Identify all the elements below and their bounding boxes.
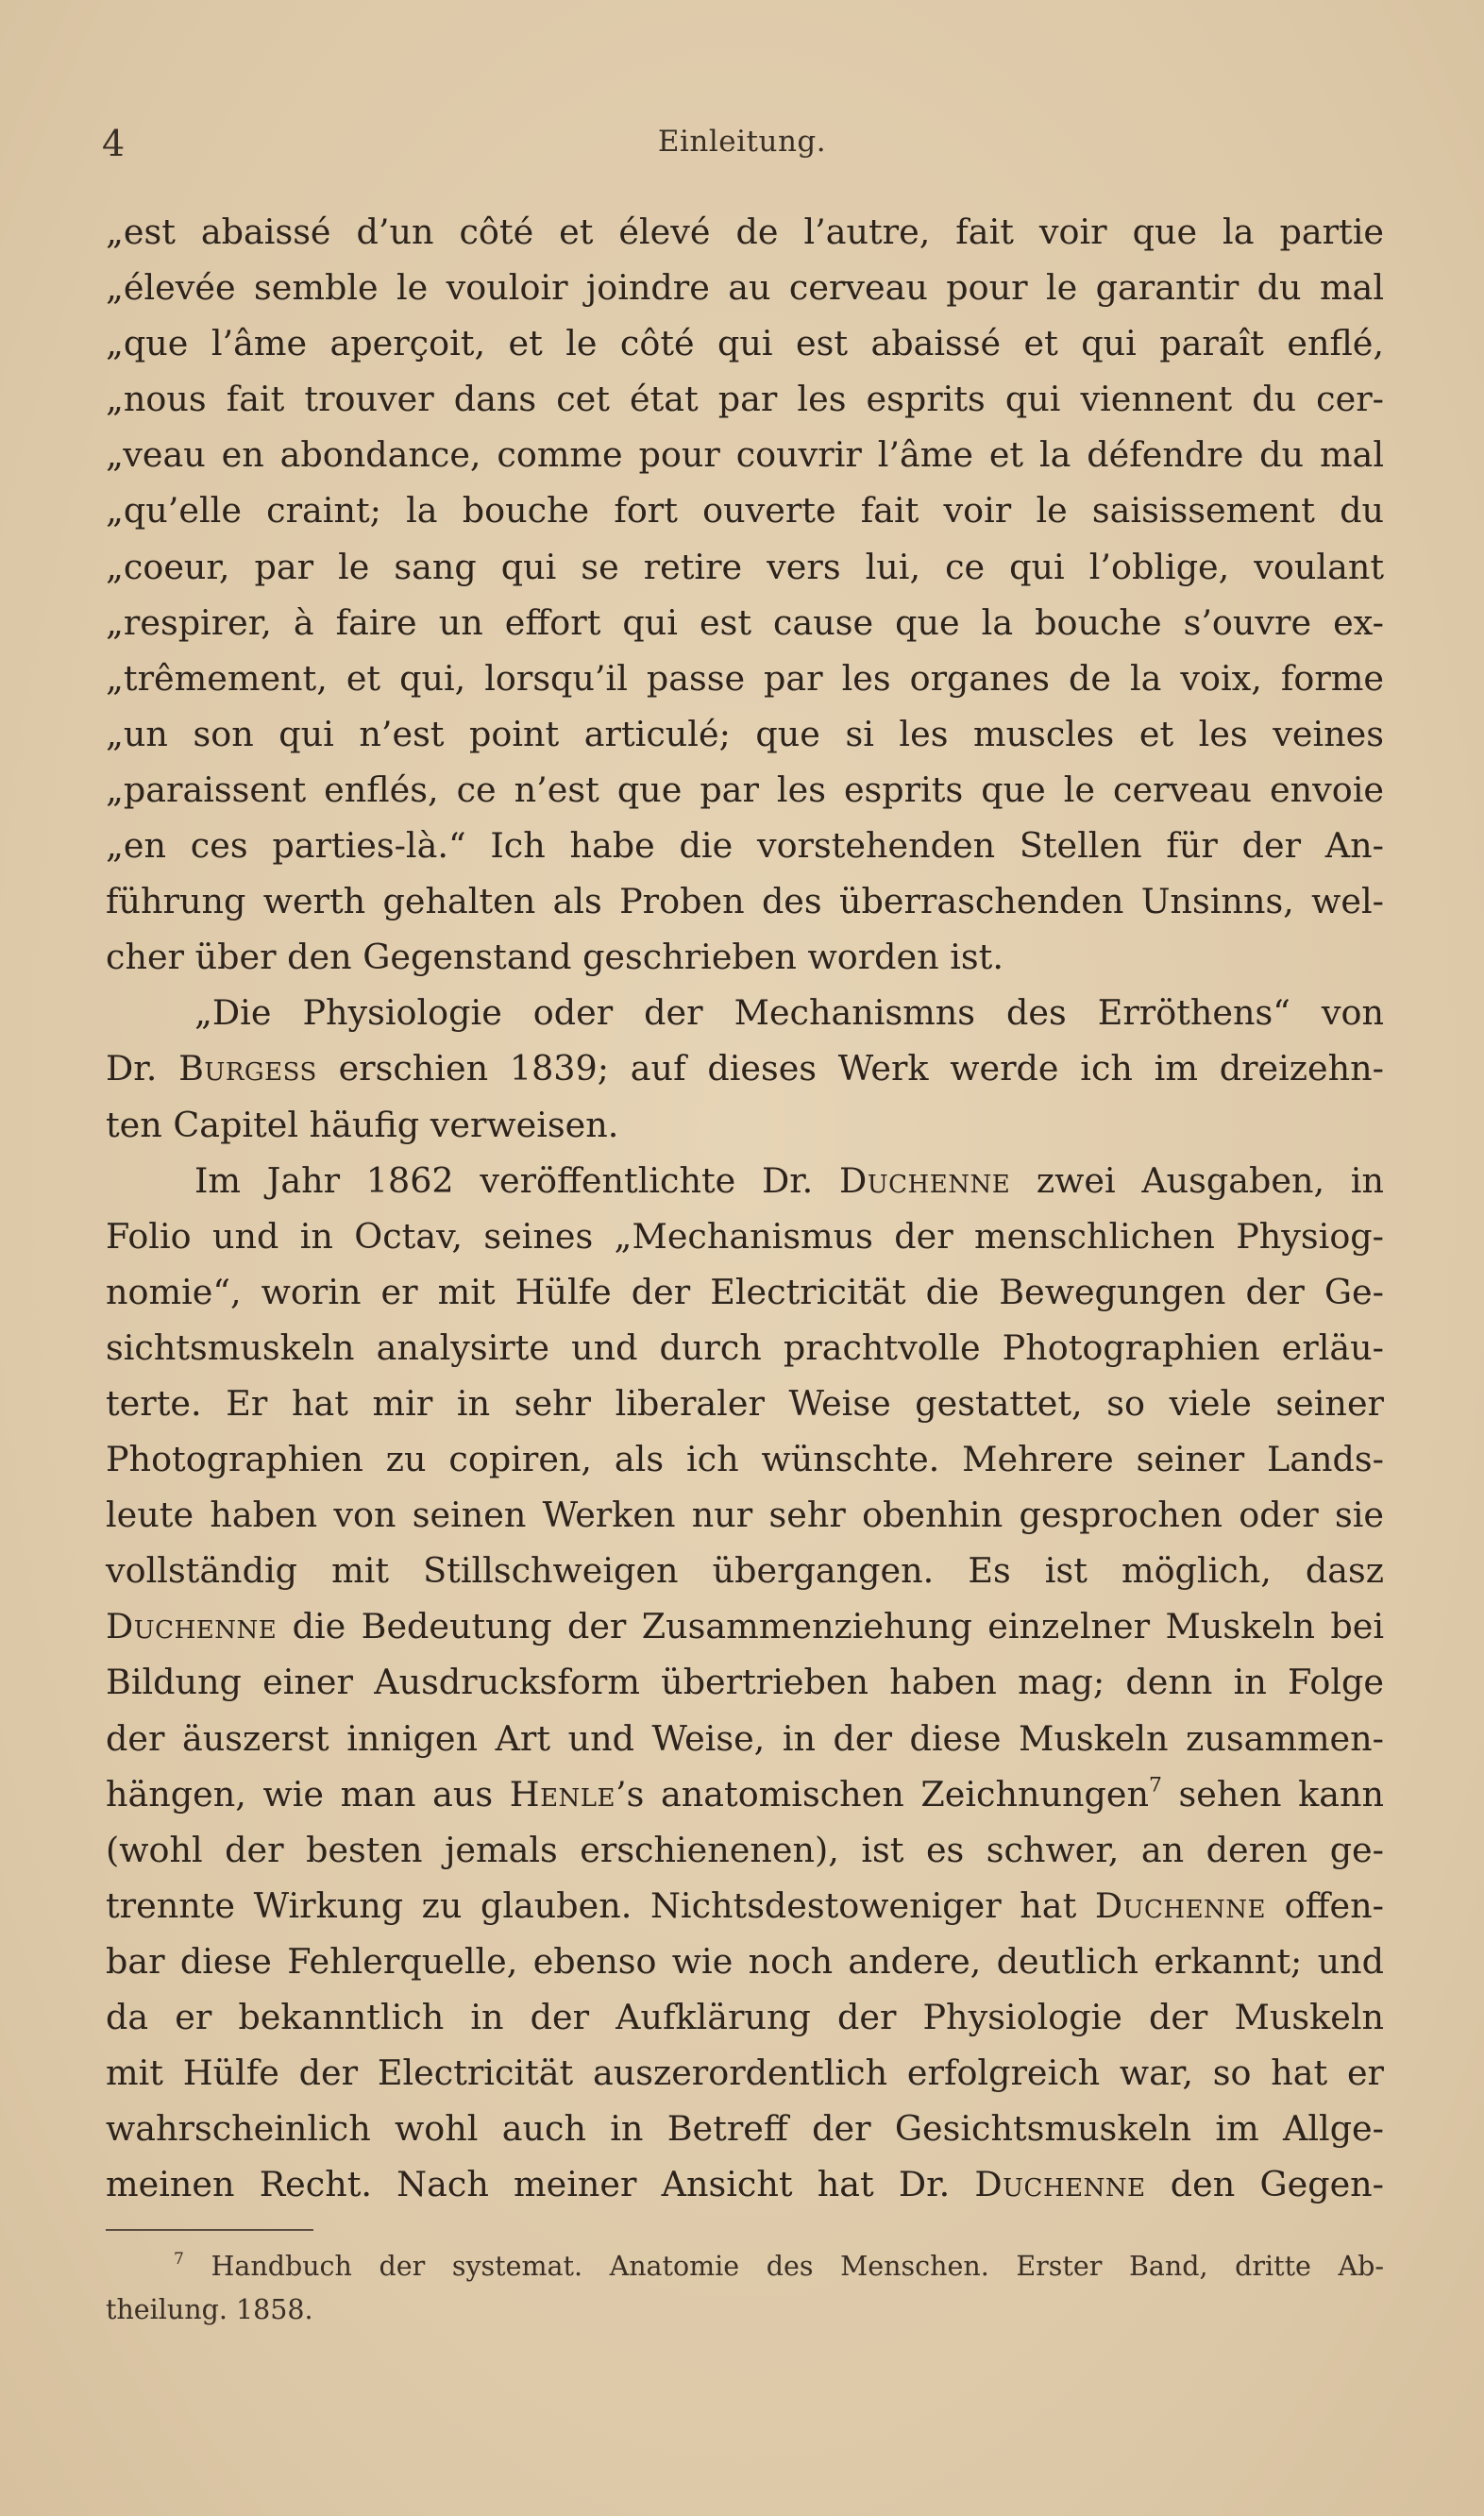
text-run: erschien 1839; auf dieses Werk werde ich im dreizehn- (338, 1048, 1384, 1089)
text-run: den Gegen- (1170, 2164, 1385, 2205)
text-line: ten Capitel häufig verweisen. (106, 1104, 619, 1145)
text-line: „respirer, à faire un effort qui est cause que la bouche s’ouvre ex- (106, 601, 1384, 643)
text-line: „paraissent enflés, ce n’est que par les esprits que le cerveau envoie (106, 768, 1384, 810)
text-line: nomie“, worin er mit Hülfe der Electricität die Bewegungen der Ge- (106, 1271, 1384, 1312)
text-line: sichtsmuskeln analysirte und durch prachtvolle Photographien erläu- (106, 1326, 1384, 1368)
text-run: Dr. (106, 1048, 158, 1089)
text-line: „est abaissé d’un côté et élevé de l’autre, fait voir que la partie (106, 211, 1384, 252)
footnote-marker: 7 (174, 2250, 184, 2270)
text-line: (wohl der besten jemals erschienenen), ist es schwer, an deren ge- (106, 1829, 1384, 1870)
text-line (106, 1878, 1384, 1933)
footnote-line (106, 2245, 1384, 2288)
body-text (106, 204, 1384, 2212)
text-run: meinen Recht. Nach meiner Ansicht hat Dr. (106, 2164, 951, 2205)
text-line: bar diese Fehlerquelle, ebenso wie noch andere, deutlich erkannt; und (106, 1940, 1384, 1982)
text-line: „coeur, par le sang qui se retire vers lui, ce qui l’oblige, voulant (106, 546, 1384, 587)
text-line: führung werth gehalten als Proben des überraschenden Unsinns, wel- (106, 881, 1384, 922)
footnote-line: theilung. 1858. (106, 2294, 313, 2325)
footnote-reference[interactable]: 7 (1148, 1773, 1162, 1798)
text-line: „que l’âme aperçoit, et le côté qui est abaissé et qui paraît enflé, (106, 323, 1384, 364)
text-line: „élevée semble le vouloir joindre au cerveau pour le garantir du mal (106, 267, 1384, 309)
author-name-duchenne: Duchenne (1094, 1884, 1267, 1926)
author-name-duchenne: Duchenne (974, 2164, 1146, 2205)
text-line: „Die Physiologie oder der Mechanismns des Erröthens“ von (194, 992, 1384, 1034)
text-line: cher über den Gegenstand geschrieben worden ist. (106, 937, 1003, 978)
text-line (106, 1153, 1384, 1208)
text-run: offen- (1284, 1884, 1384, 1926)
text-run: Im Jahr 1862 veröffentlichte Dr. (194, 1159, 814, 1201)
text-line: da er bekanntlich in der Aufklärung der Physiologie der Muskeln (106, 1997, 1384, 2037)
text-run: hängen, wie man aus (106, 1773, 494, 1815)
page-header (102, 113, 1382, 170)
text-line: der äuszerst innigen Art und Weise, in der diese Muskeln zusammen- (106, 1717, 1384, 1759)
text-line: wahrscheinlich wohl auch in Betreff der Gesichtsmuskeln im Allge- (106, 2108, 1384, 2150)
text-line (106, 1766, 1384, 1822)
text-line: „veau en abondance, comme pour couvrir l’âme et la défendre du mal (106, 434, 1384, 476)
text-run: sehen kann (1178, 1773, 1384, 1815)
text-line: Bildung einer Ausdrucksform übertrieben haben mag; denn in Folge (106, 1662, 1384, 1703)
text-line: „nous fait trouver dans cet état par les esprits qui viennent du cer- (106, 379, 1384, 420)
text-run: zwei Ausgaben, in (1036, 1159, 1384, 1201)
footnote-rule (106, 2229, 313, 2231)
text-line: leute haben von seinen Werken nur sehr obenhin gesprochen oder sie (106, 1494, 1384, 1536)
running-title: Einleitung. (657, 125, 827, 159)
text-line: „en ces parties-là.“ Ich habe die vorstehenden Stellen für der An- (106, 825, 1384, 867)
author-name-henle: Henle (509, 1773, 616, 1815)
footnote (106, 2245, 1384, 2332)
author-name-duchenne: Duchenne (106, 1606, 278, 1647)
text-line: terte. Er hat mir in sehr liberaler Weise gestattet, so viele seiner (106, 1382, 1384, 1424)
text-line: vollständig mit Stillschweigen übergangen. Es ist möglich, dasz (106, 1550, 1384, 1592)
text-line: „qu’elle craint; la bouche fort ouverte fait voir le saisissement du (106, 490, 1384, 532)
author-name-duchenne: Duchenne (838, 1159, 1011, 1201)
text-line (106, 1598, 1384, 1654)
text-run: die Bedeutung der Zusammenziehung einzelner Muskeln bei (292, 1606, 1384, 1647)
text-line (106, 2156, 1384, 2212)
text-line: mit Hülfe der Electricität auszerordentlich erfolgreich war, so hat er (106, 2052, 1384, 2094)
text-line: „un son qui n’est point articulé; que si les muscles et les veines (106, 713, 1384, 754)
author-name-burgess: Burgess (178, 1048, 317, 1089)
text-line (106, 1040, 1384, 1096)
text-line: Folio und in Octav, seines „Mechanismus der menschlichen Physiog- (106, 1215, 1384, 1257)
text-line: Photographien zu copiren, als ich wünschte. Mehrere seiner Lands- (106, 1439, 1384, 1480)
footnote-text: Handbuch der systemat. Anatomie des Menschen. Erster Band, dritte Ab- (211, 2251, 1384, 2282)
text-run: trennte Wirkung zu glauben. Nichtsdestoweniger hat (106, 1884, 1077, 1926)
text-line: „trêmement, et qui, lorsqu’il passe par les organes de la voix, forme (106, 657, 1384, 699)
text-run: ’s anatomischen Zeichnungen (616, 1773, 1149, 1815)
page-number: 4 (102, 123, 126, 164)
